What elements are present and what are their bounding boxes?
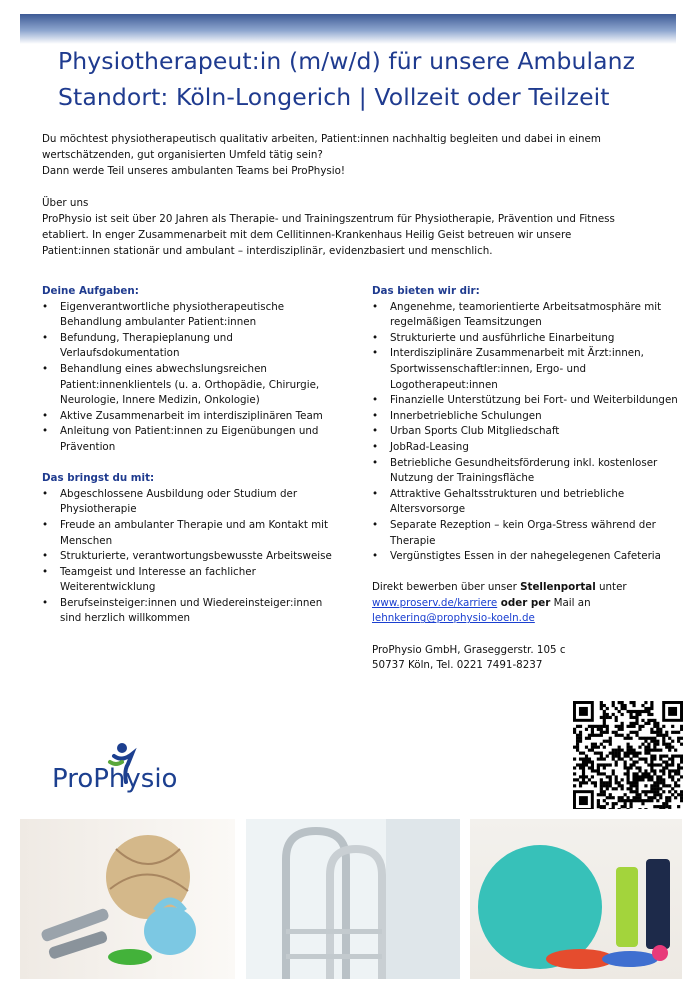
photo-fitness-equipment [20, 819, 235, 979]
photo-pool-ladder [246, 819, 460, 979]
list-item: • Interdisziplinäre Zusammenarbeit mit Ärzt:innen, Sportwissenschaftler:innen, Ergo- und Logotherapeut:innen [372, 346, 684, 393]
tasks-list [42, 300, 334, 456]
email-link[interactable]: lehnkering@prophysio-koeln.de [372, 612, 535, 625]
list-item: • Finanzielle Unterstützung bei Fort- und Weiterbildungen [372, 393, 684, 409]
list-item: • Berufseinsteiger:innen und Wiedereinsteiger:innen sind herzlich willkommen [42, 596, 334, 627]
list-item: • Behandlung eines abwechslungsreichen Patient:innenklientels (u. a. Orthopädie, Chirurgie, Neurologie, Innere Medizin, Onkologie) [42, 362, 334, 409]
list-item: • Angenehme, teamorientierte Arbeitsatmosphäre mit regelmäßigen Teamsitzungen [372, 300, 684, 331]
apply-section: Direkt bewerben über unser Stellenportal unter www.proserv.de/karriere oder per Mail an lehnkering@prophysio-koeln.de ProPhysio GmbH, Graseggerstr. 105 c 50737 Köln, Tel. 0221 7491-8237 [372, 580, 684, 674]
list-item: • Aktive Zusammenarbeit im interdisziplinären Team [42, 409, 334, 425]
intro-line: Dann werde Teil unseres ambulanten Teams bei ProPhysio! [42, 165, 346, 177]
address-line: ProPhysio GmbH, Graseggerstr. 105 c [372, 643, 566, 656]
list-item: • Vergünstigtes Essen in der nahegelegenen Cafeteria [372, 549, 684, 565]
portal-label: Stellenportal [520, 581, 596, 594]
job-title: Physiotherapeut:in (m/w/d) für unsere Ambulanz [58, 47, 636, 75]
list-item: • Innerbetriebliche Schulungen [372, 409, 684, 425]
apply-text: Direkt bewerben über unser Stellenportal unter [372, 581, 627, 594]
list-item: • Attraktive Gehaltsstrukturen und betriebliche Altersvorsorge [372, 487, 684, 518]
photo-gym-ball [470, 819, 682, 979]
left-column [42, 284, 334, 627]
prophysio-logo [52, 740, 182, 802]
about-heading: Über uns [42, 197, 89, 209]
list-item: • Strukturierte und ausführliche Einarbeitung [372, 331, 684, 347]
list-item: • JobRad-Leasing [372, 440, 684, 456]
logo-text: ProPhysio [52, 764, 178, 794]
requirements-list [42, 487, 334, 627]
list-item: • Anleitung von Patient:innen zu Eigenübungen und Prävention [42, 424, 334, 455]
right-column [372, 284, 684, 674]
intro-line: Du möchtest physiotherapeutisch qualitativ arbeiten, Patient:innen nachhaltig begleiten und dabei in einem [42, 133, 601, 145]
intro-section [42, 131, 662, 259]
list-item: • Abgeschlossene Ausbildung oder Studium der Physiotherapie [42, 487, 334, 518]
list-item: • Eigenverantwortliche physiotherapeutische Behandlung ambulanter Patient:innen [42, 300, 334, 331]
header-gradient-bar [20, 14, 676, 44]
offer-list [372, 300, 684, 565]
tasks-heading: Deine Aufgaben: [42, 285, 139, 297]
about-line: etabliert. In enger Zusammenarbeit mit dem Cellitinnen-Krankenhaus Heilig Geist betreuen wir unsere [42, 229, 572, 241]
list-item: • Freude an ambulanter Therapie und am Kontakt mit Menschen [42, 518, 334, 549]
about-line: ProPhysio ist seit über 20 Jahren als Therapie- und Trainingszentrum für Physiotherapie, Prävention und Fitness [42, 213, 615, 225]
career-link[interactable]: www.proserv.de/karriere [372, 596, 498, 609]
list-item: • Separate Rezeption – kein Orga-Stress während der Therapie [372, 518, 684, 549]
offer-heading: Das bieten wir dir: [372, 285, 480, 297]
about-line: Patient:innen stationär und ambulant – interdisziplinär, evidenzbasiert und menschlich. [42, 245, 493, 257]
list-item: • Urban Sports Club Mitgliedschaft [372, 424, 684, 440]
qr-code[interactable] [573, 701, 683, 809]
list-item: • Betriebliche Gesundheitsförderung inkl. kostenloser Nutzung der Trainingsfläche [372, 456, 684, 487]
job-location-subtitle: Standort: Köln-Longerich | Vollzeit oder Teilzeit [58, 83, 610, 111]
requirements-heading: Das bringst du mit: [42, 472, 155, 485]
list-item: • Teamgeist und Interesse an fachlicher Weiterentwicklung [42, 565, 334, 596]
list-item: • Strukturierte, verantwortungsbewusste Arbeitsweise [42, 549, 334, 565]
address-line: 50737 Köln, Tel. 0221 7491-8237 [372, 659, 543, 672]
list-item: • Befundung, Therapieplanung und Verlaufsdokumentation [42, 331, 334, 362]
intro-line: wertschätzenden, gut organisierten Umfeld tätig sein? [42, 149, 323, 161]
